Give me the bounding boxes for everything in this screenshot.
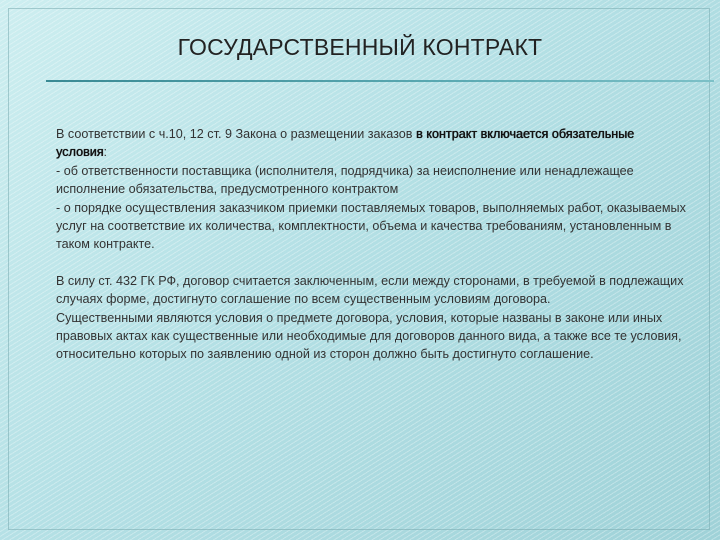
paragraph-contract-conditions bbox=[56, 125, 686, 162]
title-underline bbox=[46, 80, 714, 82]
paragraph-contract-conditions-lead: В соответствии с ч.10, 12 ст. 9 Закона о размещении заказов bbox=[56, 127, 416, 141]
slide-title: ГОСУДАРСТВЕННЫЙ КОНТРАКТ bbox=[177, 34, 543, 60]
list-item-liability: - об ответственности поставщика (исполнителя, подрядчика) за неисполнение или ненадлежащее исполнение обязательства, предусмотренного контрактом bbox=[56, 163, 634, 197]
mandatory-conditions-emphasis: в контракт включается обязательные условия bbox=[56, 127, 635, 160]
paragraph-contract-conditions-colon: : bbox=[103, 145, 107, 160]
paragraph-civil-code-432: В силу ст. 432 ГК РФ, договор считается заключенным, если между сторонами, в требуемой в подлежащих случаях форме, достигнуто соглашение по всем существенным условиям договора. bbox=[56, 273, 684, 307]
slide-body bbox=[56, 125, 686, 364]
list-item-acceptance: - о порядке осуществления заказчиком приемки поставляемых товаров, выполняемых работ, оказываемых услуг на соответствие их количества, комплектности, объема и качества требованиям, установленным в таком контракте. bbox=[56, 200, 686, 252]
paragraph-essential-conditions: Существенными являются условия о предмете договора, условия, которые названы в законе или иных правовых актах как существенные или необходимые для договоров данного вида, а также все те условия, относительно которых по заявлению одной из сторон должно быть достигнуто соглашение. bbox=[56, 310, 682, 362]
